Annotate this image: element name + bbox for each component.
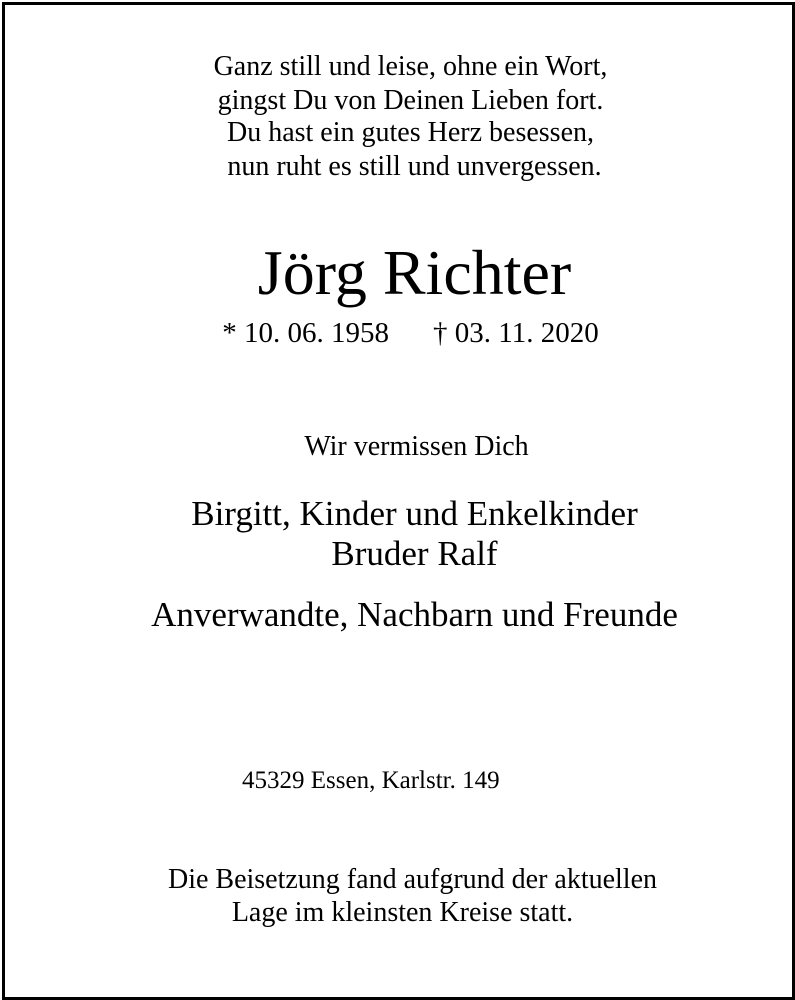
birth-date: * 10. 06. 1958 bbox=[222, 317, 390, 349]
closing-line-2: Lage im kleinsten Kreise statt. bbox=[231, 897, 574, 928]
obituary-frame bbox=[2, 2, 795, 1000]
mourner-line-3: Anverwandte, Nachbarn und Freunde bbox=[151, 595, 678, 634]
poem-line-2: gingst Du von Deinen Lieben fort. bbox=[217, 85, 604, 116]
memorial-message: Wir vermissen Dich bbox=[304, 431, 529, 462]
life-dates bbox=[17, 315, 795, 351]
address: 45329 Essen, Karlstr. 149 bbox=[242, 767, 500, 794]
mourner-line-1: Birgitt, Kinder und Enkelkinder bbox=[191, 494, 638, 533]
poem-line-3: Du hast ein gutes Herz besessen, bbox=[226, 117, 594, 148]
poem-line-1: Ganz still und leise, ohne ein Wort, bbox=[213, 51, 608, 82]
mourner-line-2: Bruder Ralf bbox=[331, 534, 498, 573]
poem-line-4: nun ruht es still und unvergessen. bbox=[227, 151, 602, 182]
deceased-name: Jörg Richter bbox=[257, 237, 572, 308]
closing-line-1: Die Beisetzung fand aufgrund der aktuellen bbox=[167, 864, 658, 895]
death-date: † 03. 11. 2020 bbox=[433, 317, 599, 349]
